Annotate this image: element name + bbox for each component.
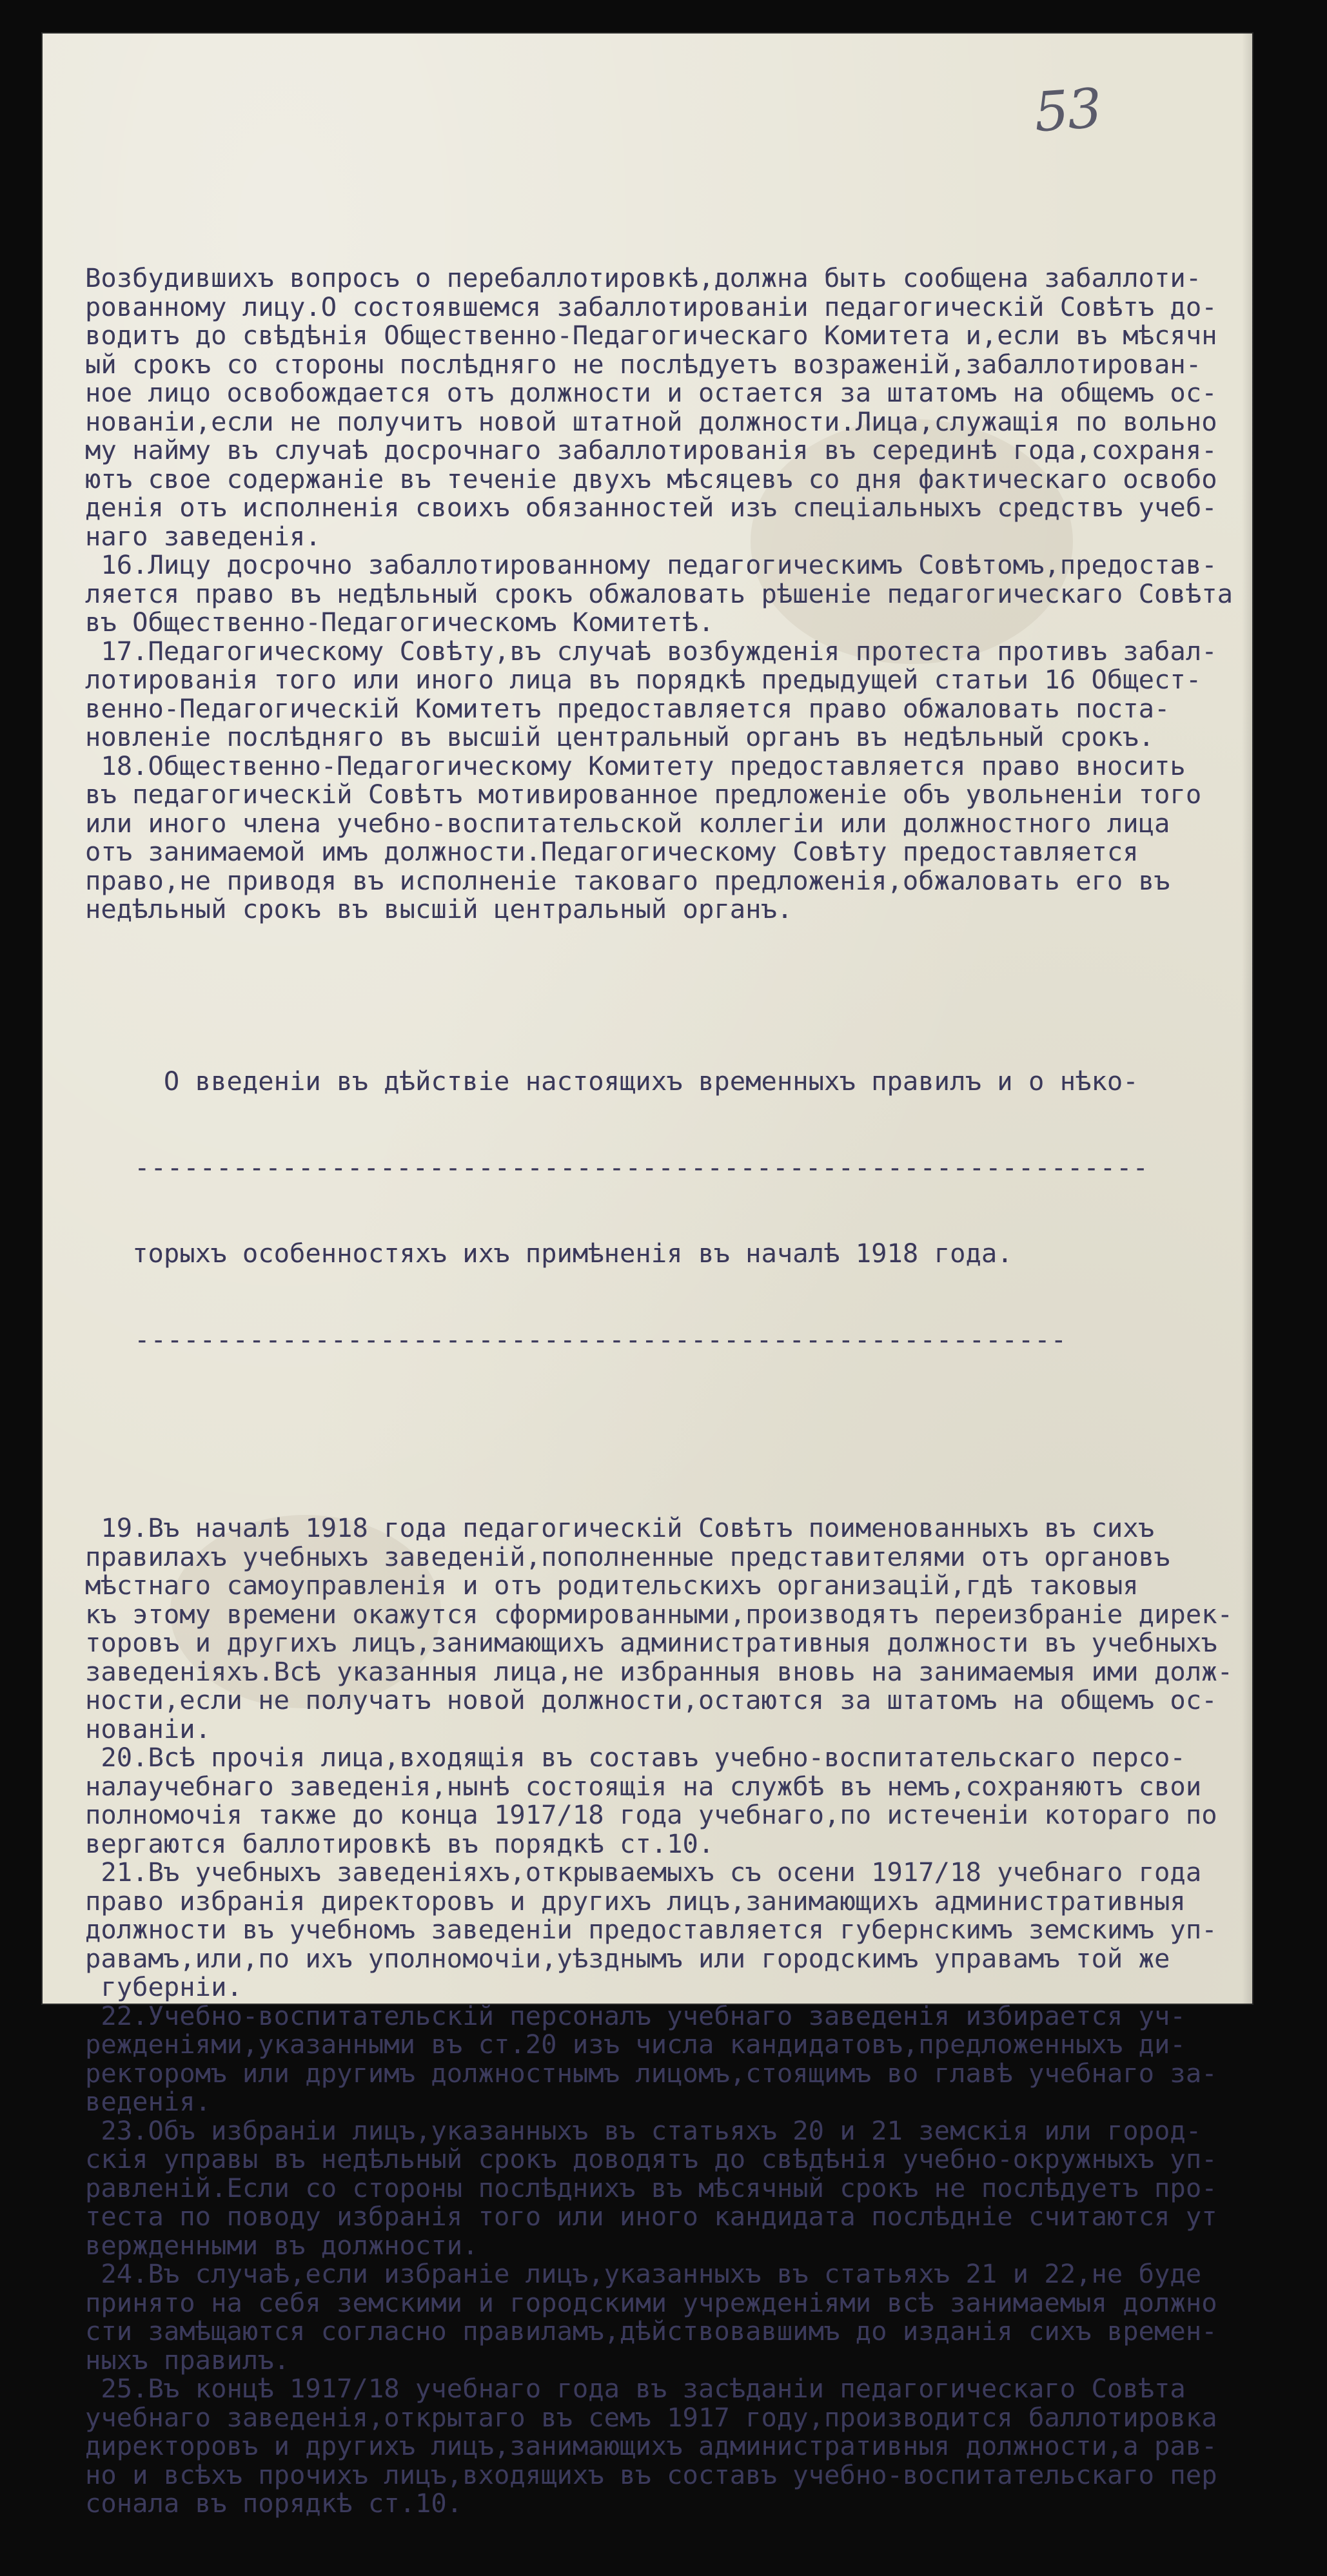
text-line: ректоромъ или другимъ должностнымъ лицомъ,стоящимъ во главѣ учебнаго за- bbox=[85, 2057, 1217, 2089]
text-line: 23.Объ избраніи лицъ,указанныхъ въ статьяхъ 20 и 21 земскія или город- bbox=[85, 2114, 1202, 2146]
text-line: новленіе послѣдняго въ высшій центральный органъ въ недѣльный срокъ. bbox=[85, 721, 1155, 752]
text-line: наго заведенія. bbox=[85, 520, 321, 552]
text-line: налаучебнаго заведенія,нынѣ состоящія на службѣ въ немъ,сохраняютъ свои bbox=[85, 1770, 1202, 1802]
text-line: ый срокъ со стороны послѣдняго не послѣдуетъ возраженій,забаллотирован- bbox=[85, 348, 1202, 380]
text-line: ности,если не получатъ новой должности,остаются за штатомъ на общемъ ос- bbox=[85, 1684, 1217, 1715]
text-line: ныхъ правилъ. bbox=[85, 2344, 290, 2376]
text-line: 20.Всѣ прочія лица,входящія въ составъ учебно-воспитательскаго персо- bbox=[85, 1742, 1186, 1773]
text-line: или иного члена учебно-воспитательской коллегіи или должностного лица bbox=[85, 807, 1170, 839]
text-line: 17.Педагогическому Совѣту,въ случаѣ возбужденія протеста противъ забал- bbox=[85, 635, 1217, 667]
heading-underline-1: -------------------------------------------------------------- bbox=[85, 1151, 1149, 1183]
section-heading-line-2: торыхъ особенностяхъ ихъ примѣненія въ началѣ 1918 года. bbox=[85, 1238, 1013, 1269]
text-line: въ Общественно-Педагогическомъ Комитетѣ. bbox=[85, 607, 714, 638]
text-line: Возбудившихъ вопросъ о перебаллотировкѣ,должна быть сообщена забаллоти- bbox=[85, 262, 1202, 293]
text-block-2 bbox=[85, 1514, 1246, 2518]
text-line: нованіи. bbox=[85, 1713, 211, 1744]
heading-underline-2: --------------------------------------------------------- bbox=[85, 1323, 1067, 1355]
text-line: директоровъ и другихъ лицъ,занимающихъ административныя должности,а рав- bbox=[85, 2430, 1217, 2461]
text-line: учебнаго заведенія,открытаго въ семъ 1917 году,производится баллотировка bbox=[85, 2401, 1217, 2433]
section-heading-line-1: О введеніи въ дѣйствіе настоящихъ временныхъ правилъ и о нѣко- bbox=[85, 1066, 1139, 1097]
text-line: въ педагогическій Совѣтъ мотивированное предложеніе объ увольненіи того bbox=[85, 779, 1202, 810]
text-line: веденія. bbox=[85, 2086, 211, 2117]
text-line: право,не приводя въ исполненіе таковаго предложенія,обжаловать его въ bbox=[85, 864, 1170, 896]
text-line: ютъ свое содержаніе въ теченіе двухъ мѣсяцевъ со дня фактическаго освобо bbox=[85, 463, 1217, 494]
text-line: 18.Общественно-Педагогическому Комитету предоставляется право вносить bbox=[85, 750, 1186, 781]
text-line: ляется право въ недѣльный срокъ обжаловать рѣшеніе педагогическаго Совѣта bbox=[85, 578, 1233, 609]
text-line: отъ занимаемой имъ должности.Педагогическому Совѣту предоставляется bbox=[85, 836, 1139, 867]
text-line: губерніи. bbox=[85, 1971, 242, 2002]
text-line: рованному лицу.О состоявшемся забаллотированіи педагогическій Совѣтъ до- bbox=[85, 291, 1217, 322]
text-line: 21.Въ учебныхъ заведеніяхъ,открываемыхъ съ осени 1917/18 учебнаго года bbox=[85, 1857, 1202, 1888]
text-line: вержденными въ должности. bbox=[85, 2229, 478, 2261]
page-number: 53 bbox=[1032, 76, 1103, 144]
document-page bbox=[41, 32, 1253, 2519]
document-body bbox=[85, 206, 1246, 2575]
text-line: торовъ и другихъ лицъ,занимающихъ административныя должности въ учебныхъ bbox=[85, 1627, 1217, 1658]
text-line: скія управы въ недѣльный срокъ доводятъ до свѣдѣнія учебно-окружныхъ уп- bbox=[85, 2143, 1217, 2174]
text-line: теста по поводу избранія того или иного кандидата послѣдніе считаются ут bbox=[85, 2201, 1217, 2232]
text-line: принято на себя земскими и городскими учрежденіями всѣ занимаемыя должно bbox=[85, 2287, 1217, 2318]
text-line: нованіи,если не получитъ новой штатной должности.Лица,служащія по вольно bbox=[85, 405, 1217, 437]
text-line: 16.Лицу досрочно забаллотированному педагогическимъ Совѣтомъ,предостав- bbox=[85, 549, 1217, 580]
text-line: лотированія того или иного лица въ порядкѣ предыдущей статьи 16 Общест- bbox=[85, 664, 1202, 695]
text-line: 24.Въ случаѣ,если избраніе лицъ,указанныхъ въ статьяхъ 21 и 22,не буде bbox=[85, 2258, 1202, 2289]
text-line: мѣстнаго самоуправленія и отъ родительскихъ организацій,гдѣ таковыя bbox=[85, 1570, 1139, 1601]
text-line: му найму въ случаѣ досрочнаго забаллотированія въ серединѣ года,сохраня- bbox=[85, 434, 1217, 465]
text-line: режденіями,указанными въ ст.20 изъ числа кандидатовъ,предложенныхъ ди- bbox=[85, 2029, 1186, 2060]
text-line: вергаются баллотировкѣ въ порядкѣ ст.10. bbox=[85, 1828, 714, 1859]
text-line: полномочія также до конца 1917/18 года учебнаго,по истеченіи котораго по bbox=[85, 1799, 1217, 1830]
text-block-1 bbox=[85, 264, 1246, 924]
text-line: ное лицо освобождается отъ должности и остается за штатомъ на общемъ ос- bbox=[85, 377, 1217, 408]
text-line: сонала въ порядкѣ ст.10. bbox=[85, 2488, 463, 2519]
text-line: венно-Педагогическій Комитетъ предоставляется право обжаловать поста- bbox=[85, 692, 1170, 724]
text-line: равамъ,или,по ихъ уполномочіи,уѣзднымъ или городскимъ управамъ той же bbox=[85, 1942, 1170, 1974]
text-line: 22.Учебно-воспитательскій персоналъ учебнаго заведенія избирается уч- bbox=[85, 2000, 1186, 2031]
text-line: сти замѣщаются согласно правиламъ,дѣйствовавшимъ до изданія сихъ времен- bbox=[85, 2316, 1217, 2347]
text-line: правилахъ учебныхъ заведеній,пополненные представителями отъ органовъ bbox=[85, 1541, 1170, 1572]
text-line: водитъ до свѣдѣнія Общественно-Педагогическаго Комитета и,если въ мѣсячн bbox=[85, 320, 1217, 351]
text-line: денія отъ исполненія своихъ обязанностей изъ спеціальныхъ средствъ учеб- bbox=[85, 492, 1217, 523]
text-line: равленій.Если со стороны послѣднихъ въ мѣсячный срокъ не послѣдуетъ про- bbox=[85, 2172, 1217, 2203]
text-line: должности въ учебномъ заведеніи предоставляется губернскимъ земскимъ уп- bbox=[85, 1914, 1217, 1945]
text-line: недѣльный срокъ въ высшій центральный органъ. bbox=[85, 893, 793, 924]
text-line: но и всѣхъ прочихъ лицъ,входящихъ въ составъ учебно-воспитательскаго пер bbox=[85, 2459, 1217, 2490]
text-line: заведеніяхъ.Всѣ указанныя лица,не избранныя вновь на занимаемыя ими долж- bbox=[85, 1655, 1233, 1687]
text-line: 19.Въ началѣ 1918 года педагогическій Совѣтъ поименованныхъ въ сихъ bbox=[85, 1512, 1155, 1543]
text-line: право избранія директоровъ и другихъ лицъ,занимающихъ административныя bbox=[85, 1885, 1186, 1917]
text-line: 25.Въ концѣ 1917/18 учебнаго года въ засѣданіи педагогическаго Совѣта bbox=[85, 2373, 1186, 2404]
text-line: къ этому времени окажутся сформированными,производятъ переизбраніе дирек- bbox=[85, 1598, 1233, 1630]
